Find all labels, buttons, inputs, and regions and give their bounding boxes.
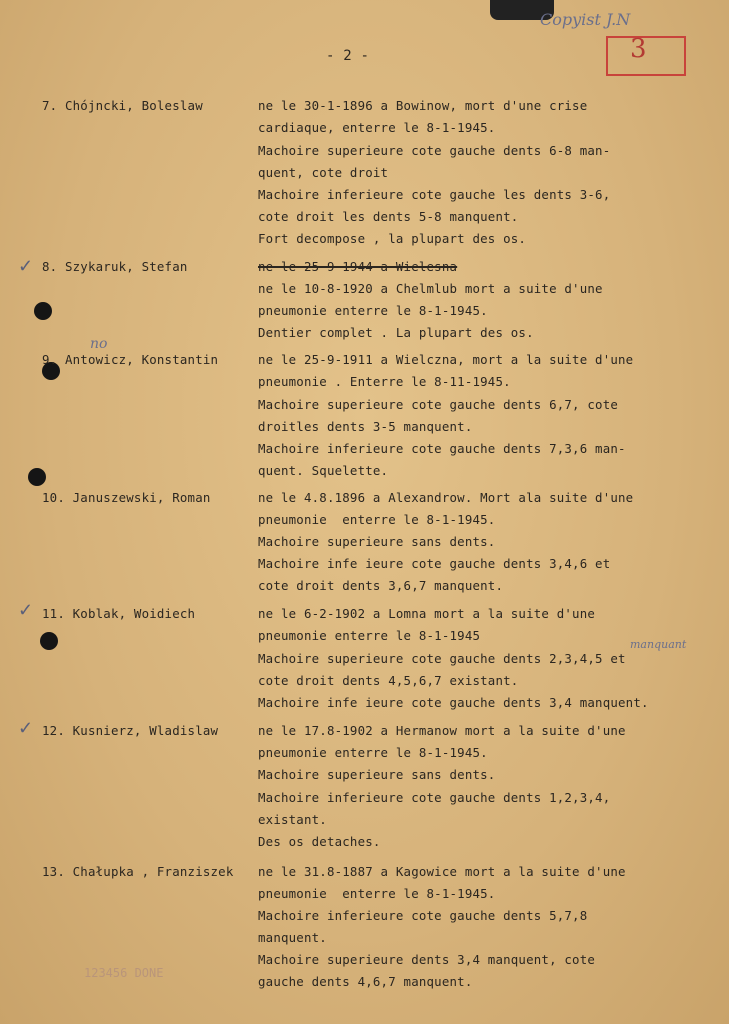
entry-line: quent, cote droit [258, 165, 389, 180]
entry-line: Machoire superieure sans dents. [258, 767, 496, 782]
faded-stamp: 123456 DONE [84, 966, 164, 980]
entry-name: 11. Koblak, Woidiech [42, 606, 196, 621]
entry-line: pneumonie enterre le 8-1-1945. [258, 303, 488, 318]
entry-line: Machoire superieure sans dents. [258, 534, 496, 549]
entry-line: Machoire superieure cote gauche dents 2,3,4,5 et [258, 651, 626, 666]
entry-name: 13. Chałupka , Franziszek [42, 864, 234, 879]
entry-name: 9. Antowicz, Konstantin [42, 352, 219, 367]
punch-hole [40, 632, 58, 650]
entry-line: pneumonie enterre le 8-1-1945. [258, 745, 488, 760]
entry-line: Machoire inferieure cote gauche dents 7,3,6 man- [258, 441, 626, 456]
entry-line: Machoire infe ieure cote gauche dents 3,4 manquent. [258, 695, 649, 710]
entry-line: ne le 17.8-1902 a Hermanow mort a la suite d'une [258, 723, 626, 738]
handwritten-annotation: no [90, 336, 108, 352]
entry-line: manquent. [258, 930, 327, 945]
entry-line: cote droit dents 4,5,6,7 existant. [258, 673, 519, 688]
check-mark-icon: ✓ [18, 256, 34, 277]
entry-line-struck: ne le 25-9-1944 a Wielesna [258, 259, 458, 274]
entry-line: Machoire superieure cote gauche dents 6-8 man- [258, 143, 611, 158]
page-number: - 2 - [326, 48, 370, 64]
entry-line: existant. [258, 812, 327, 827]
entry-name: 7. Chójncki, Boleslaw [42, 98, 203, 113]
page-stamp-number: 3 [630, 34, 647, 64]
entry-line: cote droit dents 3,6,7 manquent. [258, 578, 504, 593]
entry-line: cardiaque, enterre le 8-1-1945. [258, 120, 496, 135]
entry-line: ne le 25-9-1911 a Wielczna, mort a la suite d'une [258, 352, 634, 367]
entry-line: Dentier complet . La plupart des os. [258, 325, 534, 340]
entry-line: ne le 30-1-1896 a Bowinow, mort d'une crise [258, 98, 588, 113]
entry-line: Machoire superieure cote gauche dents 6,7, cote [258, 397, 619, 412]
punch-hole [28, 468, 46, 486]
entry-name: 10. Januszewski, Roman [42, 490, 211, 505]
entry-line: ne le 6-2-1902 a Lomna mort a la suite d'une [258, 606, 596, 621]
check-mark-icon: ✓ [18, 718, 34, 739]
punch-hole [34, 302, 52, 320]
entry-line: droitles dents 3-5 manquent. [258, 419, 473, 434]
entry-line: pneumonie . Enterre le 8-11-1945. [258, 374, 511, 389]
entry-line: pneumonie enterre le 8-1-1945. [258, 512, 496, 527]
entry-line: Machoire inferieure cote gauche les dents 3-6, [258, 187, 611, 202]
handwritten-annotation: manquant [630, 638, 687, 651]
entry-line: quent. Squelette. [258, 463, 389, 478]
entry-line: ne le 4.8.1896 a Alexandrow. Mort ala suite d'une [258, 490, 634, 505]
entry-line: Machoire superieure dents 3,4 manquent, cote [258, 952, 596, 967]
entry-line: ne le 31.8-1887 a Kagowice mort a la suite d'une [258, 864, 626, 879]
entry-line: Des os detaches. [258, 834, 381, 849]
entry-line: Fort decompose , la plupart des os. [258, 231, 527, 246]
entry-line: cote droit les dents 5-8 manquent. [258, 209, 519, 224]
entry-line: gauche dents 4,6,7 manquent. [258, 974, 473, 989]
entry-line: Machoire inferieure cote gauche dents 5,7,8 [258, 908, 588, 923]
entry-line: Machoire inferieure cote gauche dents 1,2,3,4, [258, 790, 611, 805]
handwritten-note: Copyist J.N [540, 10, 631, 29]
entry-line: Machoire infe ieure cote gauche dents 3,4,6 et [258, 556, 611, 571]
entry-name: 8. Szykaruk, Stefan [42, 259, 188, 274]
entry-line: pneumonie enterre le 8-1-1945 [258, 628, 481, 643]
entry-line: pneumonie enterre le 8-1-1945. [258, 886, 496, 901]
check-mark-icon: ✓ [18, 600, 34, 621]
entry-line: ne le 10-8-1920 a Chelmlub mort a suite d'une [258, 281, 603, 296]
entry-name: 12. Kusnierz, Wladislaw [42, 723, 219, 738]
